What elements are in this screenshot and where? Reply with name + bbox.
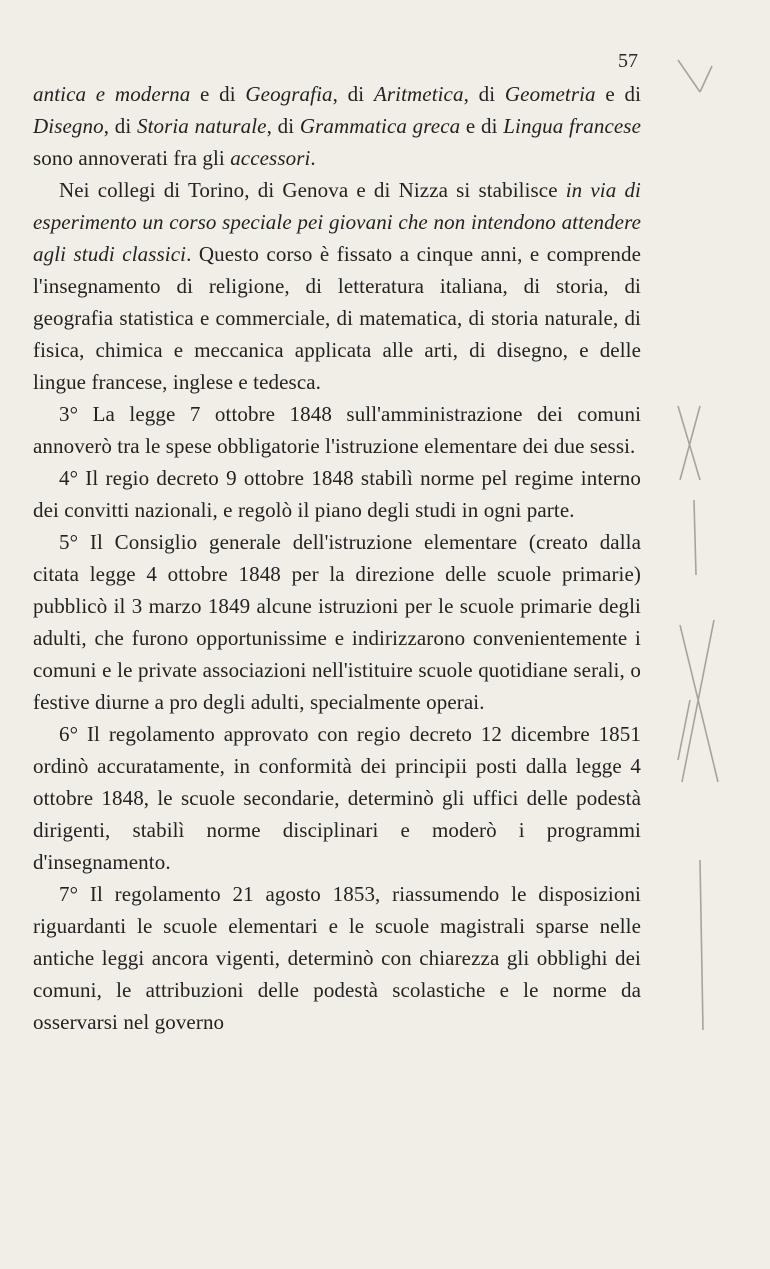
text-segment: 3° La legge 7 ottobre 1848 sull'amministrazione dei comuni annoverò tra le spese obbligatorie l'istruzione elementare dei due sessi. bbox=[33, 402, 641, 458]
text-segment: 4° Il regio decreto 9 ottobre 1848 stabilì norme pel regime interno dei convitti nazionali, e regolò il piano degli studi in ogni parte. bbox=[33, 466, 641, 522]
text-segment: 7° Il regolamento 21 agosto 1853, riassumendo le disposizioni riguardanti le scuole elementari e le scuole magistrali sparse nelle antiche leggi ancora vigenti, determinò con chiarezza gli obblighi dei comuni, le attribuzioni delle podestà scolastiche e le norme da osservarsi nel governo bbox=[33, 882, 641, 1034]
paragraph-p2 bbox=[33, 174, 641, 398]
text-segment: , di bbox=[463, 82, 505, 106]
text-segment: e di bbox=[460, 114, 504, 138]
text-segment: sono annoverati fra gli bbox=[33, 146, 231, 170]
text-segment: . bbox=[310, 146, 316, 170]
paragraph-p7 bbox=[33, 878, 641, 1038]
text-segment: , di bbox=[266, 114, 300, 138]
text-segment: 5° Il Consiglio generale dell'istruzione elementare (creato dalla citata legge 4 ottobre 1848 per la direzione delle scuole primarie) pubblicò il 3 marzo 1849 alcune istruzioni per le scuole primarie degli adulti, che furono opportunissime e indirizzarono convenientemente i comuni e le private associazioni nell'istituire scuole quotidiane serali, o festive diurne a pro degli adulti, specialmente operai. bbox=[33, 530, 641, 714]
text-segment: antica e moderna bbox=[33, 82, 191, 106]
text-segment: Storia naturale bbox=[136, 114, 267, 138]
paragraph-p4 bbox=[33, 462, 641, 526]
text-segment: . Questo corso è fissato a cinque anni, e comprende l'insegnamento di religione, di letteratura italiana, di storia, di geografia statistica e commerciale, di matematica, di storia naturale, di fisica, chimica e meccanica applicata alle arti, di disegno, e delle lingue francese, inglese e tedesca. bbox=[33, 242, 641, 394]
text-segment: e di bbox=[190, 82, 246, 106]
text-segment: Disegno bbox=[33, 114, 104, 138]
paragraph-p1 bbox=[33, 78, 641, 174]
text-segment: 6° Il regolamento approvato con regio decreto 12 dicembre 1851 ordinò accuratamente, in conformità dei principii posti dalla legge 4 ottobre 1848, le scuole secondarie, determinò gli uffici delle podestà dirigenti, stabilì norme disciplinari e moderò i programmi d'insegnamento. bbox=[33, 722, 641, 874]
text-segment: Nei collegi di Torino, di Genova e di Nizza si stabilisce bbox=[59, 178, 566, 202]
text-segment: Aritmetica bbox=[373, 82, 464, 106]
text-segment: in via di esperimento un corso speciale pei giovani che non intendono attendere agli studi classici bbox=[33, 178, 641, 266]
text-segment: Geometria bbox=[504, 82, 596, 106]
page-number: 57 bbox=[618, 50, 638, 72]
paragraph-p5 bbox=[33, 526, 641, 718]
text-segment: Geografia bbox=[245, 82, 333, 106]
body-text bbox=[33, 78, 641, 1038]
paragraph-p3 bbox=[33, 398, 641, 462]
text-segment: , di bbox=[103, 114, 137, 138]
text-segment: accessori bbox=[230, 146, 311, 170]
text-segment: , di bbox=[332, 82, 374, 106]
text-segment: Grammatica greca bbox=[299, 114, 461, 138]
paragraph-p6 bbox=[33, 718, 641, 878]
text-segment: Lingua francese bbox=[503, 114, 641, 138]
text-segment: e di bbox=[595, 82, 641, 106]
